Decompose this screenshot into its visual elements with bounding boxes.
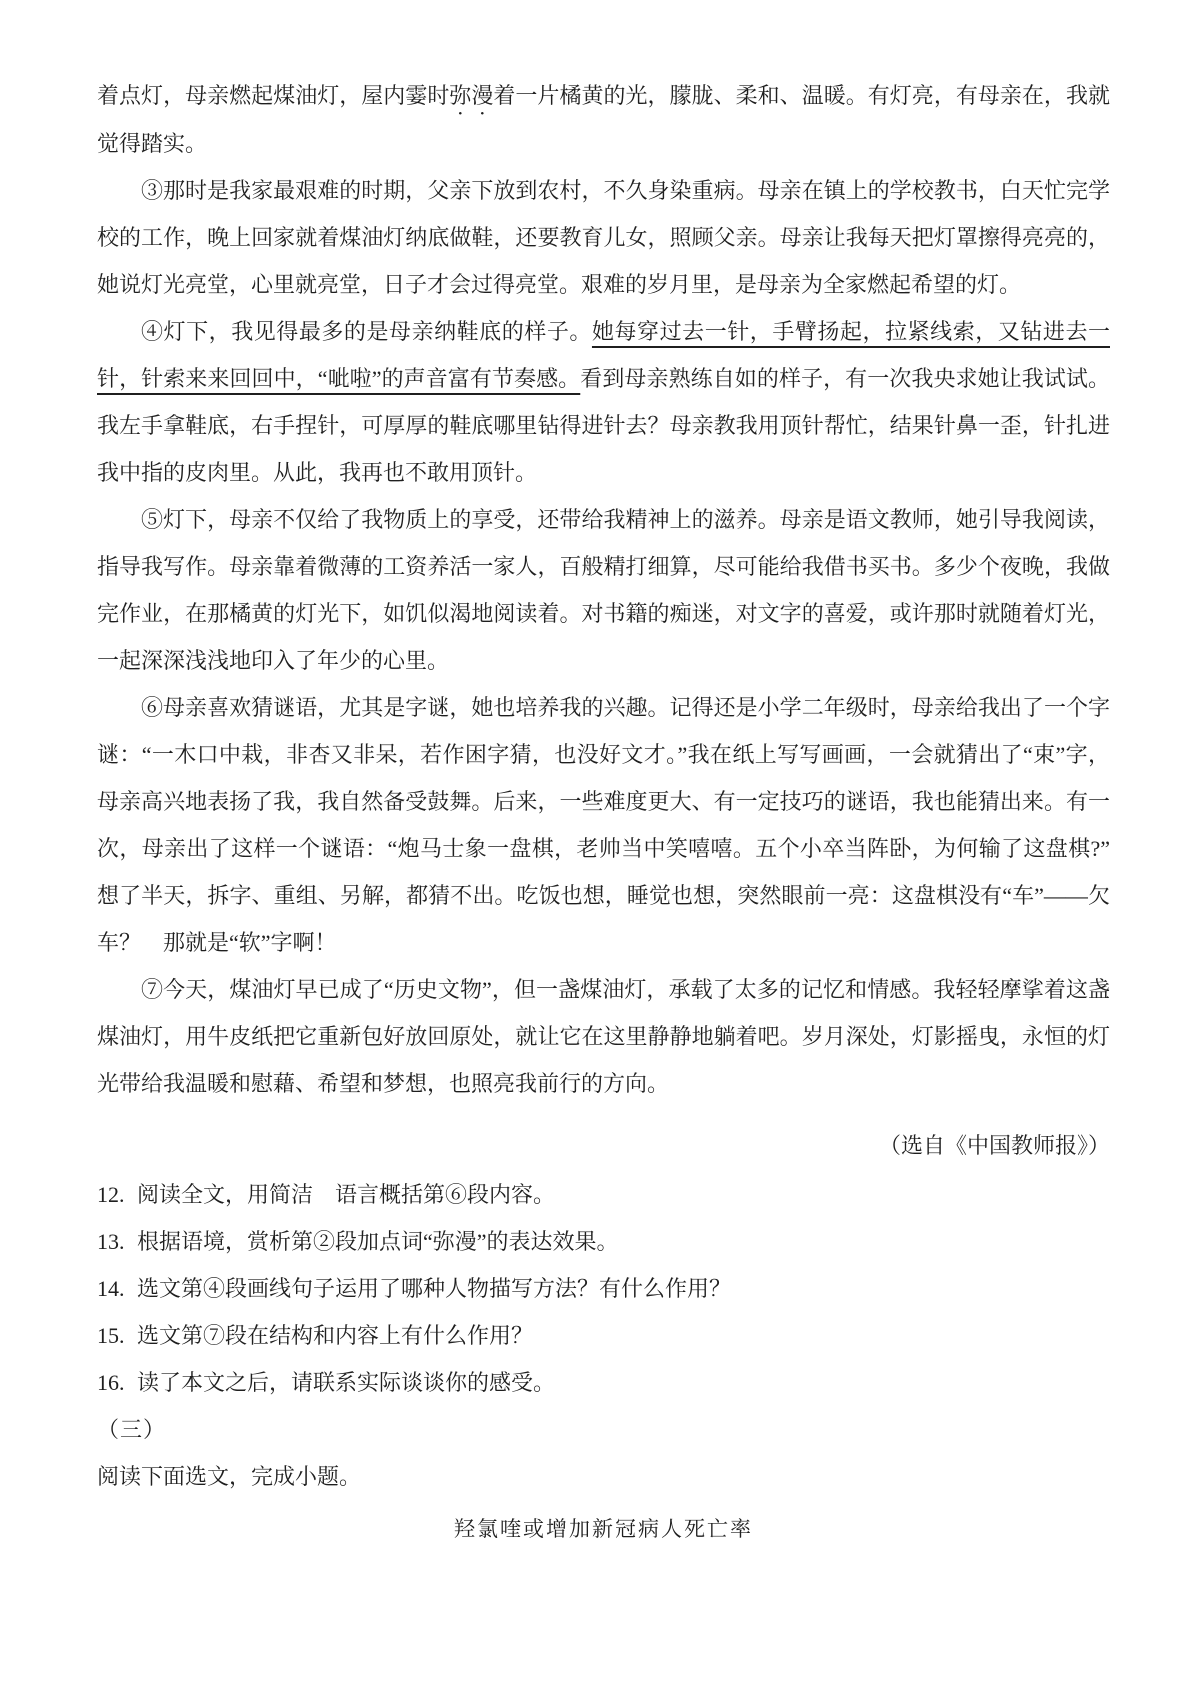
underlined-sentence: 她每穿过去一针，手臂扬起，拉紧线索，又钻进去一针，针索来来回回中，“呲啦”的声音富有节奏感。 xyxy=(97,319,1110,391)
question-15 xyxy=(97,1312,1110,1359)
section-intro: 阅读下面选文，完成小题。 xyxy=(97,1464,362,1489)
next-passage-title: 羟氯喹或增加新冠病人死亡率 xyxy=(454,1517,753,1541)
paragraph-7: ⑦今天，煤油灯早已成了“历史文物”，但一盏煤油灯，承载了太多的记忆和情感。我轻轻摩挲着这盏煤油灯，用牛皮纸把它重新包好放回原处，就让它在这里静静地躺着吧。岁月深处，灯影摇曳，永恒的灯光带给我温暖和慰藉、希望和梦想，也照亮我前行的方向。 xyxy=(97,977,1110,1096)
question-16 xyxy=(97,1359,1110,1406)
paragraph-text: 看到母亲熟练自如的样子，有一次我央求她让我试试。我左手拿鞋底，右手捏针，可厚厚的鞋底哪里钻得进针去？母亲教我用顶针帮忙，结果针鼻一歪，针扎进我中指的皮肉里。从此，我再也不敢用顶针。 xyxy=(97,366,1110,485)
question-text: 根据语境，赏析第②段加点词“弥漫”的表达效果。 xyxy=(137,1229,619,1254)
reading-passage xyxy=(97,72,1110,1169)
paragraph-5: ⑤灯下，母亲不仅给了我物质上的享受，还带给我精神上的滋养。母亲是语文教师，她引导我阅读，指导我写作。母亲靠着微薄的工资养活一家人，百般精打细算，尽可能给我借书买书。多少个夜晚，我做完作业，在那橘黄的灯光下，如饥似渴地阅读着。对书籍的痴迷，对文字的喜爱，或许那时就随着灯光，一起深深浅浅地印入了年少的心里。 xyxy=(97,507,1110,673)
question-number: 14. xyxy=(97,1276,125,1301)
paragraph-3: ③那时是我家最艰难的时期，父亲下放到农村，不久身染重病。母亲在镇上的学校教书，白天忙完学校的工作，晚上回家就着煤油灯纳底做鞋，还要教育儿女，照顾父亲。母亲让我每天把灯罩擦得亮亮的，她说灯光亮堂，心里就亮堂，日子才会过得亮堂。艰难的岁月里，是母亲为全家燃起希望的灯。 xyxy=(97,178,1110,297)
paragraph-text: 着点灯，母亲燃起煤油灯，屋内霎时 xyxy=(97,83,450,108)
question-number: 15. xyxy=(97,1323,125,1348)
question-number: 16. xyxy=(97,1370,125,1395)
paragraph-4 xyxy=(97,308,1110,496)
paragraph-text: 着一片橘黄的光，朦胧、柔和、温暖。有灯亮，有母亲在，我就觉得踏实。 xyxy=(97,83,1110,156)
question-text: 读了本文之后，请联系实际谈谈你的感受。 xyxy=(137,1370,556,1395)
section-label: （三） xyxy=(97,1417,167,1442)
question-text: 阅读全文，用简洁 语言概括第⑥段内容。 xyxy=(137,1182,556,1207)
emphasized-word: 弥漫 xyxy=(449,83,494,108)
question-number: 12. xyxy=(97,1182,125,1207)
question-number: 13. xyxy=(97,1229,125,1254)
paragraph-2-continuation xyxy=(97,72,1110,167)
question-13 xyxy=(97,1218,1110,1265)
question-text: 选文第⑦段在结构和内容上有什么作用？ xyxy=(137,1323,534,1348)
question-12 xyxy=(97,1171,1110,1218)
question-list xyxy=(97,1171,1110,1406)
question-text: 选文第④段画线句子运用了哪种人物描写方法？有什么作用？ xyxy=(137,1276,732,1301)
paragraph-text: ④灯下，我见得最多的是母亲纳鞋底的样子。 xyxy=(141,319,592,344)
paragraph-6: ⑥母亲喜欢猜谜语，尤其是字谜，她也培养我的兴趣。记得还是小学二年级时，母亲给我出了一个字谜：“一木口中栽，非杏又非呆，若作困字猜，也没好文才。”我在纸上写写画画，一会就猜出了“束”字，母亲高兴地表扬了我，我自然备受鼓舞。后来，一些难度更大、有一定技巧的谜语，我也能猜出来。有一次，母亲出了这样一个谜语：“炮马士象一盘棋，老帅当中笑嘻嘻。五个小卒当阵卧，为何输了这盘棋?”想了半天，拆字、重组、另解，都猜不出。吃饭也想，睡觉也想，突然眼前一亮：这盘棋没有“车”——欠车？ 那就是“软”字啊！ xyxy=(97,695,1110,955)
source-attribution: （选自《中国教师报》） xyxy=(878,1133,1110,1158)
question-14 xyxy=(97,1265,1110,1312)
